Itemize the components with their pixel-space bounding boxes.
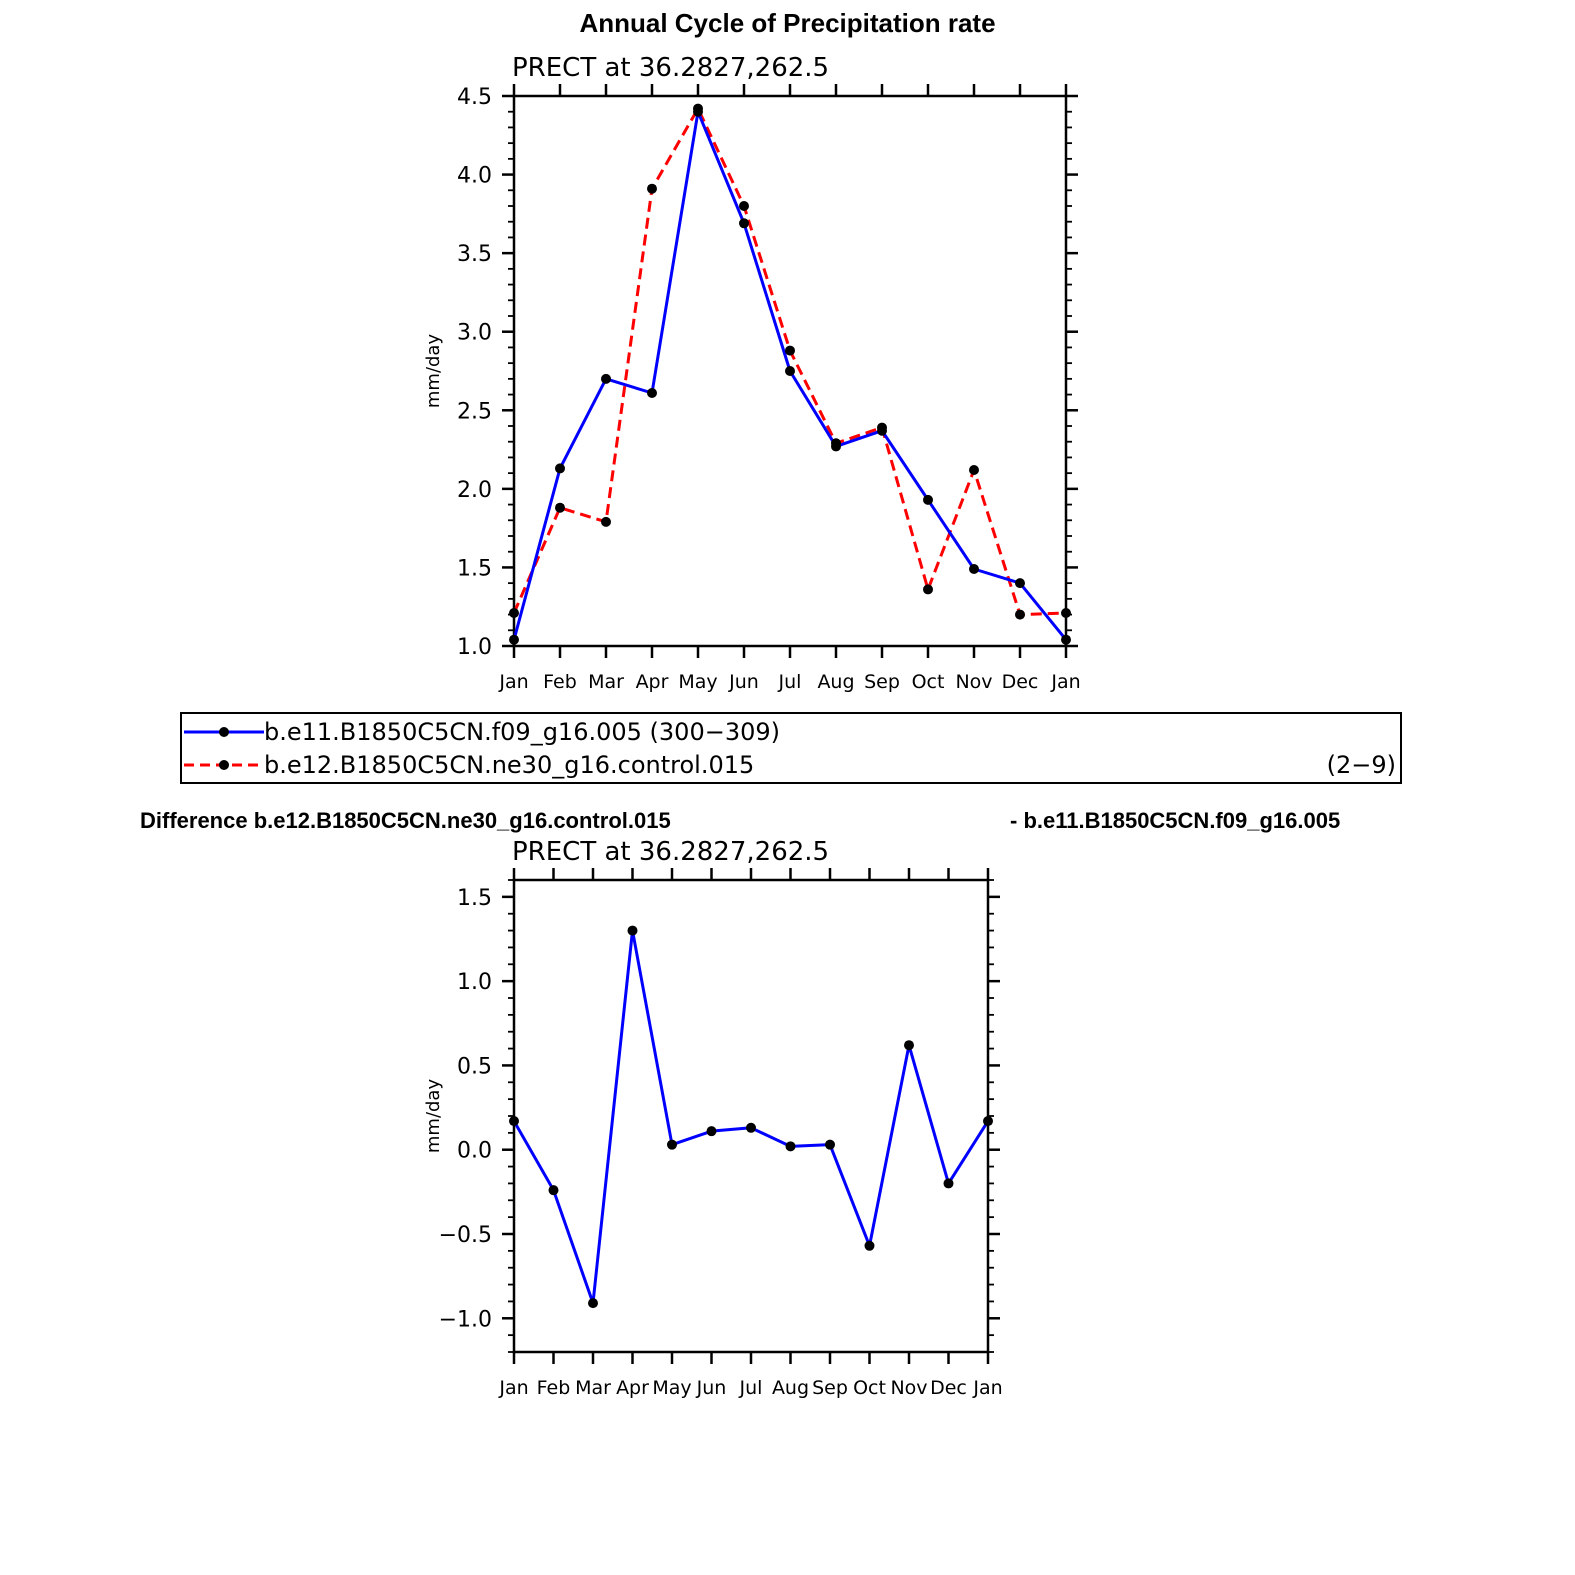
legend-label: b.e12.B1850C5CN.ne30_g16.control.015 bbox=[264, 751, 755, 779]
y-tick-label: 0.0 bbox=[457, 1138, 492, 1164]
y-tick-label: 3.0 bbox=[457, 320, 492, 346]
data-point bbox=[825, 1140, 835, 1150]
data-point bbox=[707, 1126, 717, 1136]
y-tick-label: −0.5 bbox=[438, 1223, 492, 1248]
x-tick-label: Nov bbox=[955, 671, 993, 693]
x-tick-label: Oct bbox=[911, 671, 945, 693]
chart-subtitle: PRECT at 36.2827,262.5 bbox=[512, 837, 830, 867]
x-tick-label: Jul bbox=[739, 1377, 763, 1399]
legend-label: b.e11.B1850C5CN.f09_g16.005 (300−309) bbox=[264, 718, 780, 746]
y-tick-label: 1.0 bbox=[457, 635, 492, 660]
y-tick-label: 2.5 bbox=[457, 399, 492, 425]
y-tick-label: 4.5 bbox=[457, 85, 492, 110]
y-tick-label: 4.0 bbox=[457, 163, 492, 189]
data-point bbox=[746, 1123, 756, 1133]
x-tick-label: Sep bbox=[812, 1377, 848, 1399]
x-tick-label: Feb bbox=[536, 1377, 571, 1399]
y-tick-label: −1.0 bbox=[438, 1307, 492, 1333]
x-tick-label: Jul bbox=[778, 671, 802, 693]
x-tick-label: Aug bbox=[771, 1377, 810, 1399]
x-tick-label: May bbox=[678, 671, 718, 693]
data-point bbox=[944, 1178, 954, 1188]
y-tick-label: 0.5 bbox=[457, 1054, 492, 1080]
x-tick-label: Jan bbox=[499, 671, 529, 693]
x-tick-label: Jun bbox=[729, 671, 759, 693]
x-tick-label: Dec bbox=[1001, 671, 1039, 693]
x-tick-label: Oct bbox=[853, 1377, 886, 1399]
data-point bbox=[667, 1140, 677, 1150]
data-point bbox=[983, 1116, 993, 1126]
x-tick-label: Jan bbox=[499, 1377, 529, 1399]
y-tick-label: 3.5 bbox=[457, 242, 492, 268]
x-tick-label: Jun bbox=[696, 1377, 727, 1399]
x-tick-label: Sep bbox=[864, 671, 900, 693]
x-tick-label: Jan bbox=[1051, 671, 1081, 693]
x-tick-label: Aug bbox=[817, 671, 855, 693]
x-tick-label: Dec bbox=[930, 1377, 967, 1399]
y-tick-label: 1.5 bbox=[457, 556, 492, 582]
x-tick-label: Mar bbox=[575, 1377, 611, 1399]
x-tick-label: Mar bbox=[588, 671, 624, 693]
x-tick-label: Apr bbox=[635, 671, 669, 693]
data-point bbox=[588, 1298, 598, 1308]
x-tick-label: May bbox=[652, 1377, 692, 1399]
x-tick-label: Apr bbox=[616, 1377, 649, 1399]
difference-title-left: Difference b.e12.B1850C5CN.ne30_g16.control.015 bbox=[140, 808, 671, 833]
data-point bbox=[786, 1141, 796, 1151]
data-point bbox=[628, 926, 638, 936]
page-title: Annual Cycle of Precipitation rate bbox=[579, 8, 996, 38]
data-point bbox=[904, 1040, 914, 1050]
data-point bbox=[549, 1185, 559, 1195]
x-tick-label: Feb bbox=[543, 671, 577, 693]
y-tick-label: 1.0 bbox=[457, 970, 492, 996]
chart-subtitle: PRECT at 36.2827,262.5 bbox=[512, 53, 830, 83]
y-tick-label: 2.0 bbox=[457, 477, 492, 503]
data-point bbox=[509, 1116, 519, 1126]
y-tick-label: 1.5 bbox=[457, 885, 492, 911]
y-axis-label: mm/day bbox=[423, 333, 444, 409]
data-point bbox=[865, 1241, 875, 1251]
x-tick-label: Nov bbox=[890, 1377, 928, 1399]
difference-title-right: - b.e11.B1850C5CN.f09_g16.005 bbox=[1010, 808, 1341, 833]
legend-extra: (2−9) bbox=[1326, 751, 1396, 779]
series-line bbox=[514, 931, 988, 1304]
x-tick-label: Jan bbox=[973, 1377, 1003, 1399]
y-axis-label: mm/day bbox=[423, 1078, 444, 1154]
